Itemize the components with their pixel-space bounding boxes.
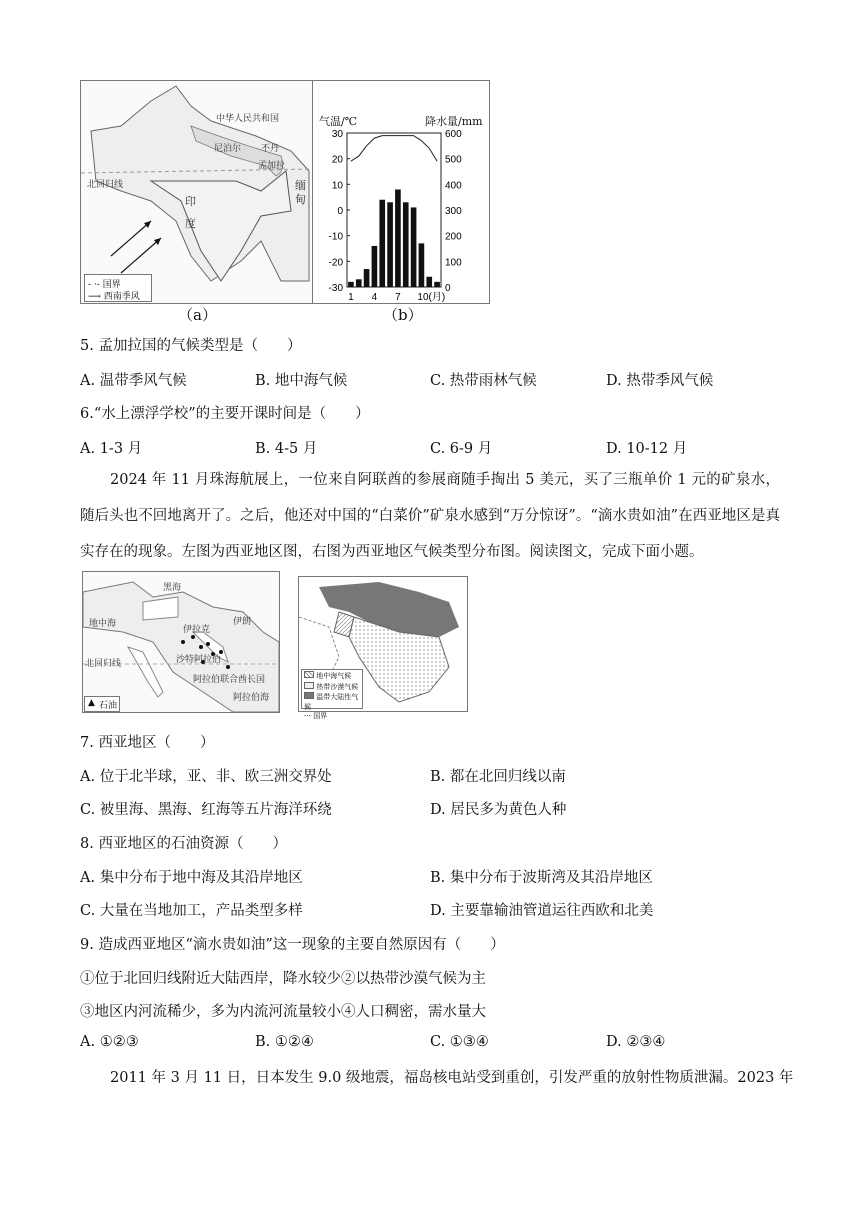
q9-statement-line-1: ①位于北回归线附近大陆西岸，降水较少②以热带沙漠气候为主 bbox=[80, 971, 486, 987]
label-china: 中华人民共和国 bbox=[216, 114, 280, 124]
q5-option-d[interactable]: D. 热带季风气候 bbox=[606, 373, 714, 389]
q8-option-a[interactable]: A. 集中分布于地中海及其沿岸地区 bbox=[80, 870, 303, 886]
label-arabian-sea: 阿拉伯海 bbox=[233, 693, 270, 703]
precip-tick-label: 200 bbox=[445, 231, 462, 243]
label-iraq: 伊拉克 bbox=[183, 625, 211, 635]
label-med-sea: 地中海 bbox=[89, 619, 117, 629]
oil-legend bbox=[84, 696, 120, 712]
q9-statement-line-2: ③地区内河流稀少，多为内流河流量较小④人口稠密，需水量大 bbox=[80, 1004, 486, 1020]
precip-bar bbox=[419, 243, 425, 287]
map-a-legend bbox=[84, 274, 152, 302]
q7-option-a[interactable]: A. 位于北半球，亚、非、欧三洲交界处 bbox=[80, 769, 332, 785]
legend-item-med: 地中海气候 bbox=[304, 671, 360, 682]
q5-option-b[interactable]: B. 地中海气候 bbox=[255, 373, 348, 389]
label-uae: 阿拉伯联合酋长国 bbox=[193, 675, 266, 685]
climate-type-legend bbox=[301, 669, 363, 720]
precip-tick-label: 500 bbox=[445, 154, 462, 166]
precip-axis-title: 降水量/mm bbox=[425, 115, 483, 128]
temp-tick-label: -20 bbox=[328, 257, 343, 269]
label-india-1: 印 bbox=[185, 195, 196, 208]
arrow-icon: ⟶ bbox=[88, 292, 101, 302]
label-bangladesh: 孟加拉 bbox=[258, 161, 286, 171]
q8-option-d[interactable]: D. 主要靠输油管道运往西欧和北美 bbox=[430, 903, 654, 919]
q8-option-b[interactable]: B. 集中分布于波斯湾及其沿岸地区 bbox=[430, 870, 653, 886]
temperature-line bbox=[351, 136, 437, 162]
precip-bar bbox=[379, 200, 385, 287]
caption-a: （a） bbox=[178, 306, 217, 324]
precip-bar bbox=[348, 282, 354, 287]
plot-frame bbox=[347, 133, 441, 287]
caption-b: （b） bbox=[383, 306, 423, 324]
oil-icon: ▲ bbox=[88, 698, 95, 708]
climate-chart-b bbox=[312, 80, 490, 304]
question-9-stem: 9. 造成西亚地区“滴水贵如油”这一现象的主要自然原因有（ ） bbox=[80, 937, 505, 953]
q7-option-d[interactable]: D. 居民多为黄色人种 bbox=[430, 802, 567, 818]
label-black-sea: 黑海 bbox=[163, 583, 182, 593]
label-tropic: 北回归线 bbox=[87, 180, 124, 190]
legend-item-continental: 温带大陆性气候 bbox=[304, 693, 359, 711]
q6-option-c[interactable]: C. 6-9 月 bbox=[430, 441, 493, 457]
legend-border-label: 国界 bbox=[102, 280, 121, 290]
precip-bar bbox=[364, 269, 370, 287]
q9-option-c[interactable]: C. ①③④ bbox=[430, 1034, 489, 1050]
q7-option-c[interactable]: C. 被里海、黑海、红海等五片海洋环绕 bbox=[80, 802, 332, 818]
precip-bar bbox=[387, 202, 393, 287]
q6-option-b[interactable]: B. 4-5 月 bbox=[255, 441, 318, 457]
temp-tick-label: -30 bbox=[328, 283, 343, 294]
q7-option-b[interactable]: B. 都在北回归线以南 bbox=[430, 769, 566, 785]
precip-bar bbox=[434, 282, 440, 287]
precip-tick-label: 100 bbox=[445, 257, 462, 269]
legend-monsoon-label: 西南季风 bbox=[103, 292, 140, 302]
precip-bar bbox=[403, 202, 409, 287]
legend-item-desert: 热带沙漠气候 bbox=[304, 682, 360, 693]
label-bhutan: 不丹 bbox=[261, 144, 280, 154]
precip-bar bbox=[356, 279, 362, 287]
month-tick-label: 7 bbox=[395, 292, 401, 303]
label-myanmar-2: 甸 bbox=[295, 193, 306, 206]
climate-plot bbox=[313, 81, 489, 303]
label-tropic-2: 北回归线 bbox=[85, 659, 122, 669]
passage-japan: 2011 年 3 月 11 日，日本发生 9.0 级地震，福岛核电站受到重创，引发严重的放射性物质泄漏。2023 年 bbox=[110, 1070, 794, 1086]
question-8-stem: 8. 西亚地区的石油资源（ ） bbox=[80, 836, 287, 852]
month-tick-label: 10(月) bbox=[417, 292, 446, 303]
temp-tick-label: 30 bbox=[331, 129, 343, 140]
q5-option-a[interactable]: A. 温带季风气候 bbox=[80, 373, 187, 389]
precip-tick-label: 0 bbox=[445, 283, 451, 294]
q9-option-d[interactable]: D. ②③④ bbox=[606, 1034, 666, 1050]
precip-tick-label: 400 bbox=[445, 180, 462, 192]
oil-legend-label: 石油 bbox=[99, 701, 118, 711]
temp-axis-title: 气温/℃ bbox=[319, 115, 358, 128]
label-iran: 伊朗 bbox=[233, 617, 252, 627]
passage-west-asia: 2024 年 11 月珠海航展上，一位来自阿联酋的参展商随手掏出 5 美元，买了三瓶单价 1 元的矿泉水，随后头也不回地离开了。之后，他还对中国的“白菜价”矿泉水感到“万分惊讶”。“滴水贵如油”在西亚地区是真实存在的现象。左图为西亚地区图，右图为西亚地区气候类型分布图。阅读图文，完成下面小题。 bbox=[80, 472, 780, 560]
q6-option-d[interactable]: D. 10-12 月 bbox=[606, 441, 688, 457]
climate-type-map bbox=[298, 576, 468, 720]
label-nepal: 尼泊尔 bbox=[214, 144, 242, 154]
label-myanmar-1: 缅 bbox=[295, 179, 306, 192]
label-saudi: 沙特阿拉伯 bbox=[176, 655, 222, 665]
question-7-stem: 7. 西亚地区（ ） bbox=[80, 735, 215, 751]
border-symbol: - ·- bbox=[88, 280, 100, 290]
precip-tick-label: 300 bbox=[445, 206, 462, 217]
precip-tick-label: 600 bbox=[445, 129, 462, 140]
label-india-2: 度 bbox=[185, 217, 196, 230]
question-5-stem: 5. 孟加拉国的气候类型是（ ） bbox=[80, 338, 302, 354]
temp-tick-label: 10 bbox=[331, 180, 343, 192]
q5-option-c[interactable]: C. 热带雨林气候 bbox=[430, 373, 537, 389]
temp-tick-label: -10 bbox=[328, 231, 343, 243]
precip-bar bbox=[411, 207, 417, 287]
q9-option-a[interactable]: A. ①②③ bbox=[80, 1034, 139, 1050]
precip-bar bbox=[372, 246, 378, 287]
precip-bar bbox=[426, 277, 432, 287]
legend-item-border: -·- 国界 bbox=[304, 712, 328, 720]
q6-option-a[interactable]: A. 1-3 月 bbox=[80, 441, 143, 457]
west-asia-map bbox=[82, 571, 280, 713]
month-tick-label: 1 bbox=[348, 292, 354, 303]
temp-tick-label: 0 bbox=[337, 206, 343, 217]
question-6-stem: 6.“水上漂浮学校”的主要开课时间是（ ） bbox=[80, 406, 370, 422]
q8-option-c[interactable]: C. 大量在当地加工，产品类型多样 bbox=[80, 903, 303, 919]
q9-option-b[interactable]: B. ①②④ bbox=[255, 1034, 314, 1050]
precip-bar bbox=[395, 189, 401, 287]
month-tick-label: 4 bbox=[371, 292, 378, 303]
temp-tick-label: 20 bbox=[331, 154, 343, 166]
map-a bbox=[80, 80, 314, 304]
